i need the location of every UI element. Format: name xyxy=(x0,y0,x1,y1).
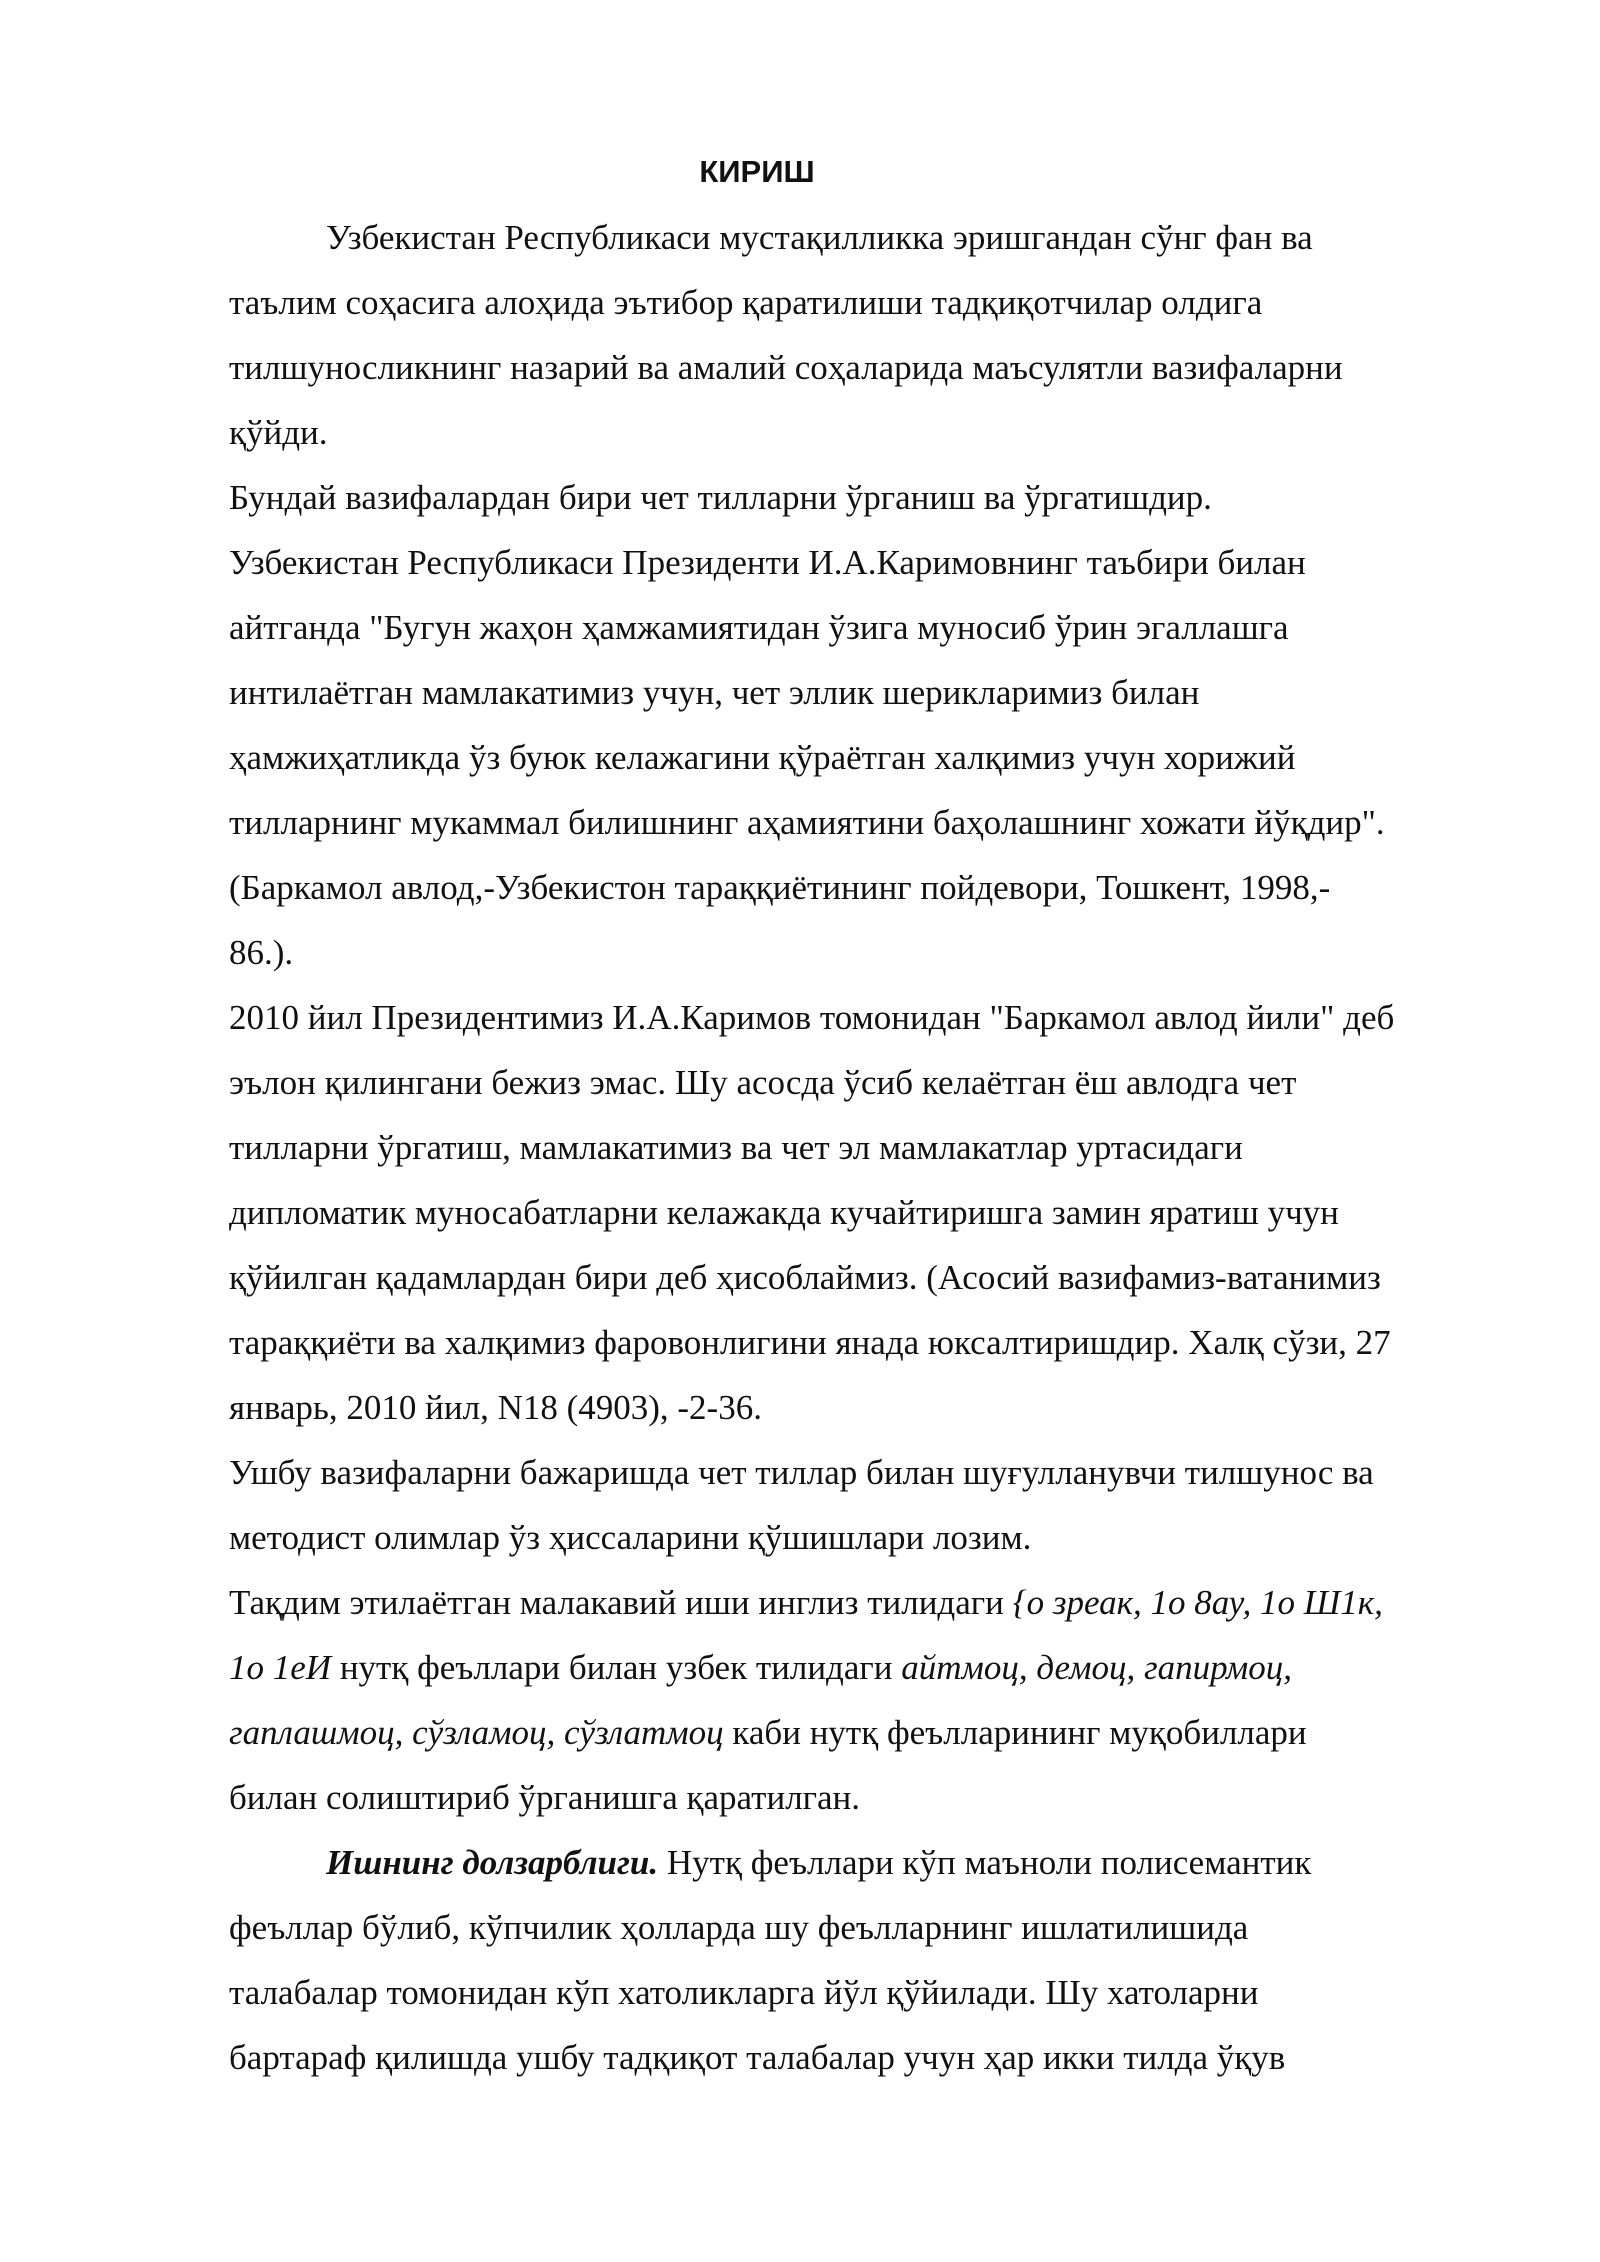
text-line xyxy=(229,1375,1519,1440)
text-line xyxy=(229,1050,1519,1115)
text-line xyxy=(229,1700,1519,1765)
text-segment: январь, 2010 йил, N18 (4903), -2-36. xyxy=(229,1388,762,1427)
text-segment: тилшуносликнинг назарий ва амалий соҳаларида маъсулятли вазифаларни xyxy=(229,348,1343,387)
text-line xyxy=(229,725,1519,790)
text-segment: каби нутқ феълларининг муқобиллари xyxy=(723,1713,1307,1752)
document-body xyxy=(229,205,1519,2090)
text-segment: дипломатик муносабатларни келажакда кучайтиришга замин яратиш учун xyxy=(229,1193,1339,1232)
text-segment: билан солиштириб ўрганишга қаратилган. xyxy=(229,1778,861,1817)
text-line xyxy=(229,465,1519,530)
text-segment: эълон қилингани бежиз эмас. Шу асосда ўсиб келаётган ёш авлодга чет xyxy=(229,1063,1297,1102)
text-line xyxy=(229,1765,1519,1830)
text-segment: айтганда "Бугун жаҳон ҳамжамиятидан ўзига муносиб ўрин эгаллашга xyxy=(229,608,1289,647)
text-line xyxy=(229,920,1519,985)
text-segment: тилларни ўргатиш, мамлакатимиз ва чет эл мамлакатлар уртасидаги xyxy=(229,1128,1243,1167)
text-segment: Ушбу вазифаларни бажаришда чет тиллар билан шуғулланувчи тилшунос ва xyxy=(229,1453,1374,1492)
text-segment: талабалар томонидан кўп хатоликларга йўл қўйилади. Шу хатоларни xyxy=(229,1973,1259,2012)
text-segment: 86.). xyxy=(229,933,294,972)
text-segment: тилларнинг мукаммал билишнинг аҳамиятини баҳолашнинг хожати йўқдир". xyxy=(229,803,1385,842)
text-segment: 2010 йил Президентимиз И.А.Каримов томонидан "Баркамол авлод йили" деб xyxy=(229,998,1395,1037)
text-line xyxy=(229,855,1519,920)
text-line xyxy=(229,400,1519,465)
text-line xyxy=(229,1635,1519,1700)
text-line xyxy=(229,595,1519,660)
text-line xyxy=(229,1895,1519,1960)
text-segment: Узбекистан Республикаси Президенти И.А.Каримовнинг таъбири билан xyxy=(229,543,1306,582)
text-segment: Нутқ феъллари кўп маъноли полисемантик xyxy=(658,1843,1312,1882)
text-segment: (Баркамол авлод,-Узбекистон тараққиётининг пойдевори, Тошкент, 1998,- xyxy=(229,868,1331,907)
text-segment: таълим соҳасига алоҳида эътибор қаратилиши тадқиқотчилар олдига xyxy=(229,283,1263,322)
text-line xyxy=(229,1180,1519,1245)
text-segment: интилаётган мамлакатимиз учун, чет эллик шерикларимиз билан xyxy=(229,673,1200,712)
text-line xyxy=(229,1310,1519,1375)
italic-text: {о зреак, 1о 8ау, 1о Ш1к, xyxy=(1012,1583,1383,1622)
text-line xyxy=(229,2025,1519,2090)
text-segment: ҳамжиҳатликда ўз буюк келажагини қўраётган халқимиз учун хорижий xyxy=(229,738,1296,777)
text-segment: қўйди. xyxy=(229,413,328,452)
text-segment: Тақдим этилаётган малакавий иши инглиз тилидаги xyxy=(229,1583,1013,1622)
text-segment: Бундай вазифалардан бири чет тилларни ўрганиш ва ўргатишдир. xyxy=(229,478,1212,517)
page-title: КИРИШ xyxy=(699,154,815,189)
text-line xyxy=(229,1960,1519,2025)
text-line xyxy=(229,270,1519,335)
text-line xyxy=(229,660,1519,725)
text-line xyxy=(229,1505,1519,1570)
text-line xyxy=(229,985,1519,1050)
section-heading: Ишнинг долзарблиги. xyxy=(326,1843,659,1882)
text-segment: қўйилган қадамлардан бири деб ҳисоблаймиз. (Асосий вазифамиз-ватанимиз xyxy=(229,1258,1381,1297)
italic-text: 1о 1еИ xyxy=(229,1648,332,1687)
text-line xyxy=(229,790,1519,855)
text-segment: феъллар бўлиб, кўпчилик ҳолларда шу феълларнинг ишлатилишида xyxy=(229,1908,1249,1947)
text-segment: бартараф қилишда ушбу тадқиқот талабалар учун ҳар икки тилда ўқув xyxy=(229,2038,1286,2077)
text-line xyxy=(229,205,1519,270)
text-line xyxy=(229,1440,1519,1505)
italic-text: айтмоц, демоц, гапирмоц, xyxy=(901,1648,1292,1687)
text-segment: нутқ феъллари билан узбек тилидаги xyxy=(331,1648,902,1687)
text-segment: тараққиёти ва халқимиз фаровонлигини янада юксалтиришдир. Халқ сўзи, 27 xyxy=(229,1323,1391,1362)
text-segment: Узбекистан Республикаси мустақилликка эришгандан сўнг фан ва xyxy=(326,218,1313,257)
text-segment: методист олимлар ўз ҳиссаларини қўшишлари лозим. xyxy=(229,1518,1032,1557)
italic-text: гаплашмоц, сўзламоц, сўзлатмоц xyxy=(229,1713,724,1752)
text-line xyxy=(229,335,1519,400)
text-line xyxy=(229,530,1519,595)
text-line xyxy=(229,1245,1519,1310)
text-line xyxy=(229,1115,1519,1180)
text-line xyxy=(229,1830,1519,1895)
text-line xyxy=(229,1570,1519,1635)
